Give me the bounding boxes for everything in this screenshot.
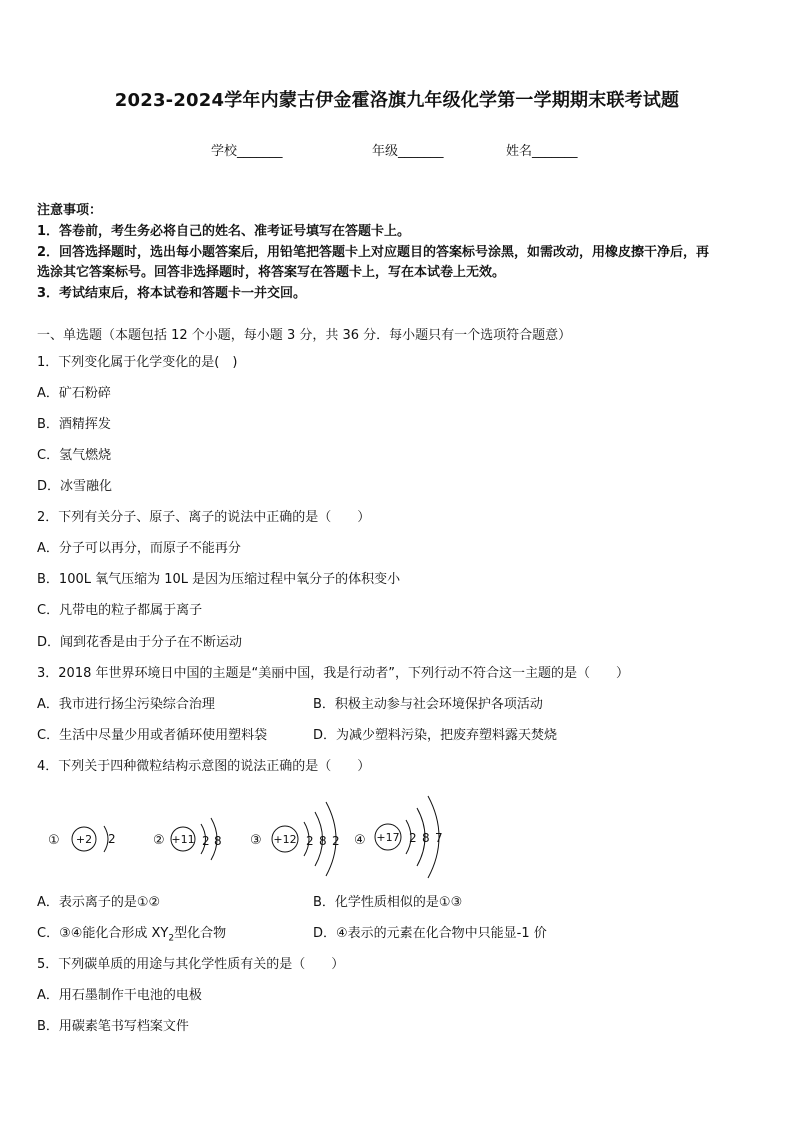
particle-3-shell-1: 2: [306, 834, 314, 848]
notice-item-1: 1．答卷前，考生务必将自己的姓名、准考证号填写在答题卡上。: [37, 224, 411, 239]
q3-option-a: A．我市进行扬尘污染综合治理: [37, 697, 215, 712]
notice-item-3: 3．考试结束后，将本试卷和答题卡一并交回。: [37, 286, 307, 301]
q3-option-d: D．为减少塑料污染，把废弃塑料露天焚烧: [313, 728, 558, 743]
particle-2-charge: +11: [171, 833, 195, 846]
particle-3-shell-2: 8: [319, 834, 327, 848]
q5-option-b: B．用碳素笔书写档案文件: [37, 1019, 189, 1034]
q4-option-c-pre: C．③④能化合形成 XY: [37, 926, 169, 941]
q4-option-d: D．④表示的元素在化合物中只能显-1 价: [313, 926, 547, 941]
q4-stem: 4．下列关于四种微粒结构示意图的说法正确的是（ ）: [37, 759, 371, 774]
q1-option-d: D．冰雪融化: [37, 479, 113, 494]
q4-option-c-post: 型化合物: [174, 926, 227, 941]
particle-3-shell-3: 2: [332, 834, 340, 848]
notice-item-2-cont: 选涂其它答案标号。回答非选择题时，将答案写在答题卡上，写在本试卷上无效。: [37, 265, 506, 280]
q1-stem: 1．下列变化属于化学变化的是( ): [37, 355, 238, 370]
particle-2-label: ②: [153, 833, 165, 848]
particle-1-shell-1: 2: [108, 832, 116, 846]
particle-4-shell-1: 2: [409, 831, 417, 845]
name-field: 姓名_______: [506, 144, 578, 159]
particle-4-label: ④: [354, 833, 366, 848]
particle-2: [153, 818, 222, 860]
particle-1: [48, 826, 116, 852]
particle-3-label: ③: [250, 833, 262, 848]
q1-option-c: C．氢气燃烧: [37, 448, 112, 463]
notice-item-2: 2．回答选择题时，选出每小题答案后，用铅笔把答题卡上对应题目的答案标号涂黑，如需改动，用橡皮擦干净后，再: [37, 245, 710, 260]
q2-option-d: D．闻到花香是由于分子在不断运动: [37, 635, 243, 650]
particle-1-label: ①: [48, 833, 60, 848]
q3-option-b: B．积极主动参与社会环境保护各项活动: [313, 697, 543, 712]
exam-title: 2023-2024学年内蒙古伊金霍洛旗九年级化学第一学期期末联考试题: [114, 90, 680, 111]
q2-option-a: A．分子可以再分，而原子不能再分: [37, 541, 241, 556]
q1-option-a: A．矿石粉碎: [37, 386, 111, 401]
q4-option-b: B．化学性质相似的是①③: [313, 895, 463, 910]
q4-option-c-sub: 2: [168, 933, 175, 944]
particle-2-shell-2: 8: [214, 834, 222, 848]
q2-option-c: C．凡带电的粒子都属于离子: [37, 603, 203, 618]
particle-1-charge: +2: [75, 833, 93, 846]
q4-option-a: A．表示离子的是①②: [37, 895, 161, 910]
q4-option-c: [37, 926, 226, 947]
q2-stem: 2．下列有关分子、原子、离子的说法中正确的是（ ）: [37, 510, 371, 525]
particle-4-charge: +17: [376, 831, 400, 844]
particle-4: [354, 796, 443, 878]
q3-option-c: C．生活中尽量少用或者循环使用塑料袋: [37, 728, 268, 743]
notice-heading: 注意事项：: [37, 203, 103, 218]
particle-4-shell-2: 8: [422, 831, 430, 845]
particle-4-shell-3: 7: [435, 831, 443, 845]
school-field: 学校_______: [211, 144, 283, 159]
atomic-structure-diagram: [40, 786, 500, 890]
q3-stem: 3．2018 年世界环境日中国的主题是“美丽中国，我是行动者”，下列行动不符合这一主题的是（ ）: [37, 666, 629, 681]
grade-field: 年级_______: [372, 144, 444, 159]
particle-2-shell-1: 2: [202, 834, 210, 848]
section-heading: 一、单选题（本题包括 12 个小题，每小题 3 分，共 36 分．每小题只有一个选项符合题意）: [37, 328, 572, 343]
q5-stem: 5．下列碳单质的用途与其化学性质有关的是（ ）: [37, 957, 345, 972]
particle-3-charge: +12: [273, 833, 297, 846]
particle-3: [250, 802, 340, 876]
q5-option-a: A．用石墨制作干电池的电极: [37, 988, 202, 1003]
q2-option-b: B．100L 氧气压缩为 10L 是因为压缩过程中氧分子的体积变小: [37, 572, 401, 587]
q1-option-b: B．酒精挥发: [37, 417, 111, 432]
